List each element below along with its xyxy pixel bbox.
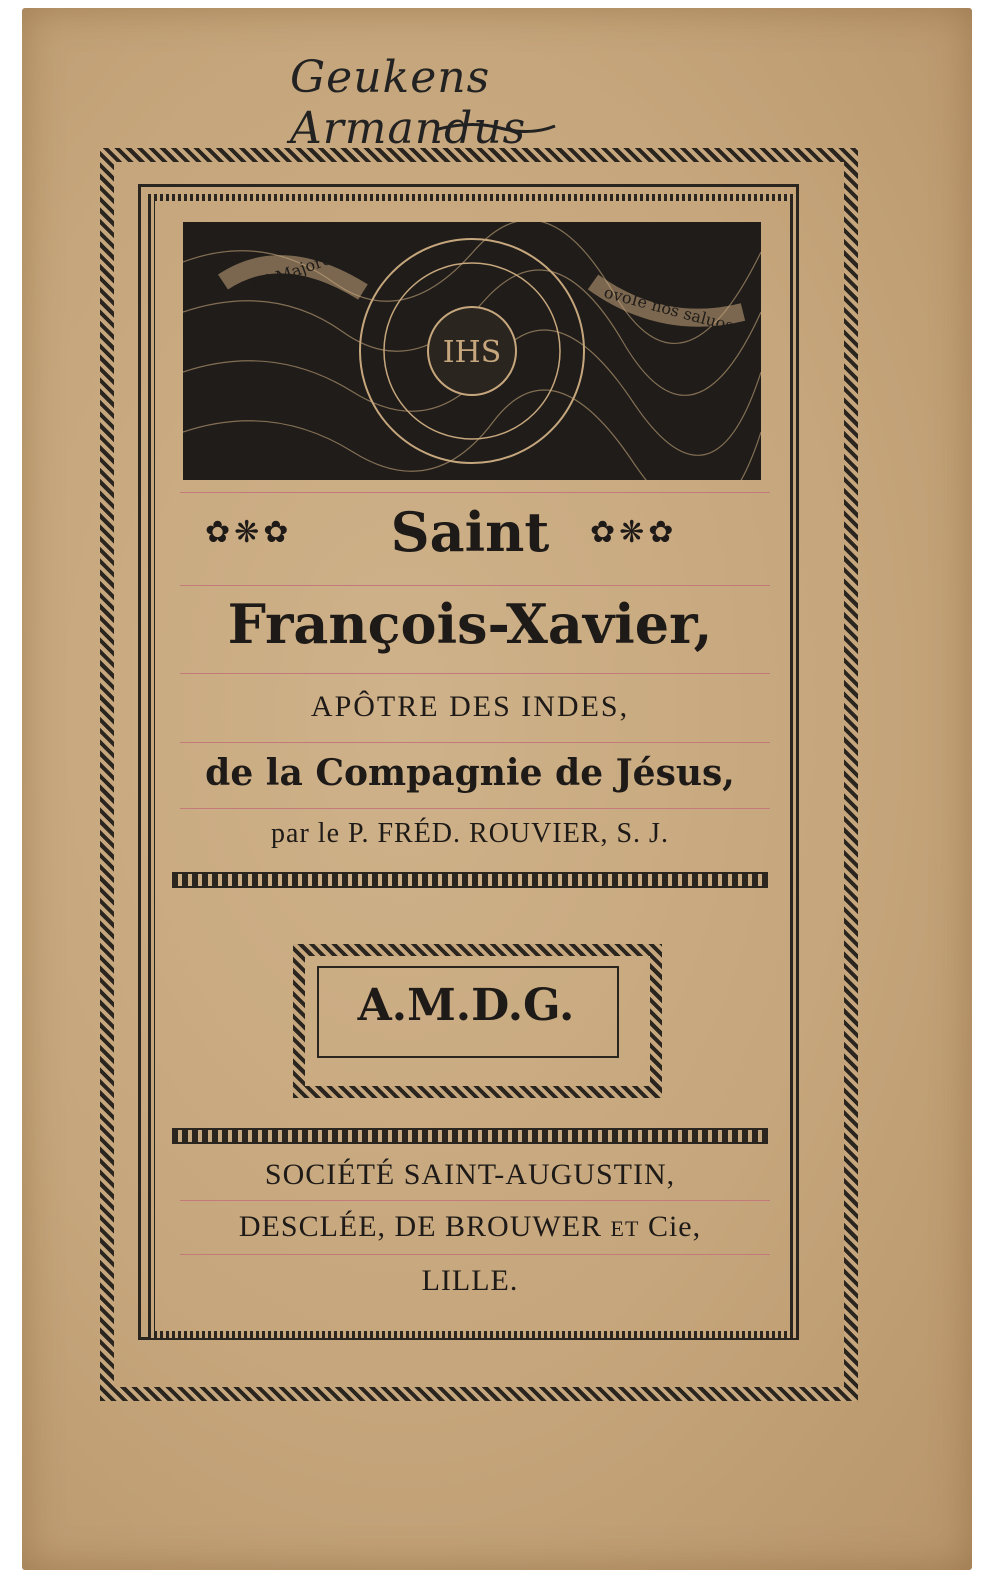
red-rule — [180, 808, 770, 809]
red-rule — [180, 492, 770, 493]
author-line: par le P. FRÉD. ROUVIER, S. J. — [271, 818, 669, 849]
publisher-city: LILLE. — [421, 1264, 519, 1297]
publisher-name: DESCLÉE, DE BROUWER — [238, 1210, 611, 1243]
signature-text: Geukens Armandus — [290, 52, 527, 154]
fleuron-right-icon: ✿❋✿ — [590, 516, 678, 549]
banner-right-text: ovoIe nos saluos — [601, 282, 736, 336]
red-rule — [180, 673, 770, 674]
signature-flourish — [430, 118, 560, 138]
banner-left-text: Ad Majorem Dei — [247, 232, 379, 296]
red-rule — [180, 585, 770, 586]
publisher-line-1: SOCIÉTÉ SAINT-AUGUSTIN, — [264, 1158, 676, 1191]
publisher-et: ET — [610, 1216, 640, 1241]
title-saint: Saint — [390, 500, 550, 564]
title-name: François-Xavier, — [227, 592, 713, 656]
fleuron-left-icon: ✿❋✿ — [205, 516, 293, 549]
red-rule — [180, 742, 770, 743]
subtitle-compagnie: de la Compagnie de Jésus, — [205, 752, 735, 794]
red-rule — [180, 1254, 770, 1255]
ornamental-divider — [172, 872, 768, 888]
amdg-emblem: A.M.D.G. — [357, 980, 575, 1031]
ihs-monogram: IHS — [442, 335, 502, 370]
red-rule — [180, 1200, 770, 1201]
subtitle-apotre: APÔTRE DES INDES, — [310, 690, 630, 723]
ornamental-divider — [172, 1128, 768, 1144]
woodcut-illustration — [183, 222, 761, 480]
publisher-cie: Cie, — [639, 1210, 702, 1243]
publisher-line-2 — [170, 1210, 770, 1244]
woodcut-art — [183, 222, 761, 480]
